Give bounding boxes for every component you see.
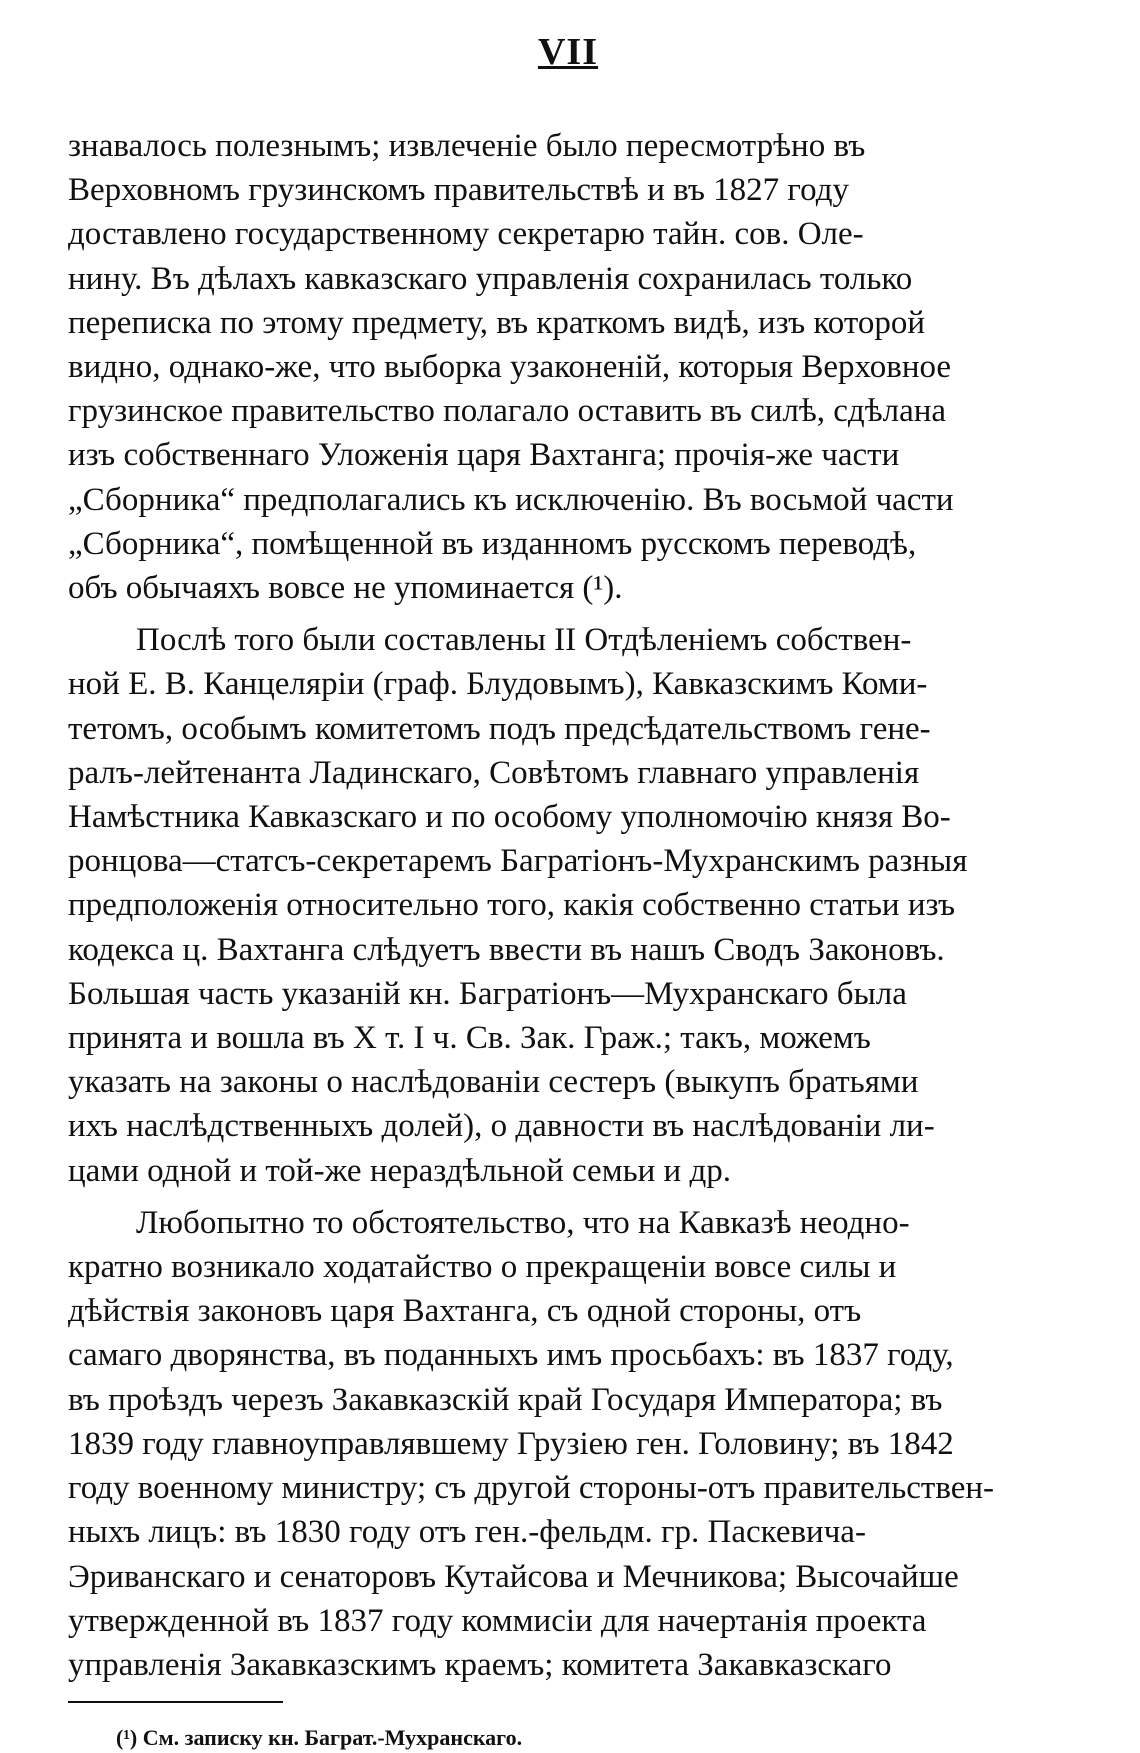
text-line: самаго дворянства, въ поданныхъ имъ просьбахъ: въ 1837 году, bbox=[68, 1337, 954, 1374]
text-line: принята и вошла въ X т. I ч. Св. Зак. Граж.; такъ, можемъ bbox=[68, 1020, 871, 1057]
text-line: Большая часть указаній кн. Багратіонъ—Мухранскаго была bbox=[68, 975, 907, 1012]
text-line: изъ собственнаго Уложенія царя Вахтанга; прочія-же части bbox=[68, 437, 900, 474]
text-line: управленія Закавказскимъ краемъ; комитета Закавказскаго bbox=[68, 1646, 892, 1683]
text-line: нину. Въ дѣлахъ кавказскаго управленія сохранилась только bbox=[68, 260, 913, 297]
page-number: VII bbox=[537, 31, 599, 73]
paragraph-1 bbox=[68, 124, 1068, 610]
text-line: утвержденной въ 1837 году коммисіи для начертанія проекта bbox=[68, 1602, 927, 1639]
text-line: кратно возникало ходатайство о прекращеніи вовсе силы и bbox=[68, 1249, 897, 1286]
footnote-divider bbox=[68, 1701, 283, 1703]
text-line: переписка по этому предмету, въ краткомъ видѣ, изъ которой bbox=[68, 304, 926, 341]
text-line: цами одной и той-же нераздѣльной семьи и др. bbox=[68, 1152, 731, 1189]
footnote: (¹) См. записку кн. Баграт.-Мухранскаго. bbox=[116, 1725, 523, 1751]
text-line: 1839 году главноуправлявшему Грузіею ген. Головину; въ 1842 bbox=[68, 1425, 954, 1462]
paragraph-3 bbox=[68, 1201, 1068, 1687]
text-line: „Сборника“ предполагались къ исключенію. Въ восьмой части bbox=[68, 481, 954, 518]
text-line: предположенія относительно того, какія собственно статьи изъ bbox=[68, 887, 956, 924]
text-line: ихъ наслѣдственныхъ долей), о давности въ наслѣдованіи ли- bbox=[68, 1108, 935, 1145]
text-line: Верховномъ грузинскомъ правительствѣ и въ 1827 году bbox=[68, 172, 849, 209]
text-line: Послѣ того были составлены II Отдѣленіемъ собствен- bbox=[136, 622, 912, 659]
text-line: грузинское правительство полагало оставить въ силѣ, сдѣлана bbox=[68, 393, 947, 430]
paragraph-2 bbox=[68, 618, 1068, 1193]
text-line: доставлено государственному секретарю тайн. сов. Оле- bbox=[68, 216, 864, 253]
text-line: въ проѣздъ черезъ Закавказскій край Государя Императора; въ bbox=[68, 1381, 943, 1418]
text-line: „Сборника“, помѣщенной въ изданномъ русскомъ переводѣ, bbox=[68, 525, 917, 562]
text-line: кодекса ц. Вахтанга слѣдуетъ ввести въ нашъ Сводъ Законовъ. bbox=[68, 931, 945, 968]
text-line: ронцова—статсъ-секретаремъ Багратіонъ-Мухранскимъ разныя bbox=[68, 843, 968, 880]
text-line: знавалось полезнымъ; извлеченіе было пересмотрѣно въ bbox=[68, 128, 866, 164]
text-line: тетомъ, особымъ комитетомъ подъ предсѣдательствомъ гене- bbox=[68, 710, 931, 747]
text-line: году военному министру; съ другой стороны-отъ правительствен- bbox=[68, 1470, 994, 1507]
text-line: Любопытно то обстоятельство, что на Кавказѣ неодно- bbox=[136, 1204, 910, 1241]
text-line: Эриванскаго и сенаторовъ Кутайсова и Мечникова; Высочайше bbox=[68, 1558, 959, 1595]
text-line: Намѣстника Кавказскаго и по особому уполномочію князя Во- bbox=[68, 799, 951, 836]
page bbox=[68, 30, 1068, 1753]
text-line: указать на законы о наслѣдованіи сестеръ (выкупъ братьями bbox=[68, 1064, 919, 1101]
text-line: ной Е. В. Канцеляріи (граф. Блудовымъ), Кавказскимъ Коми- bbox=[68, 666, 928, 703]
text-line: ныхъ лицъ: въ 1830 году отъ ген.-фельдм. гр. Паскевича- bbox=[68, 1514, 866, 1551]
text-line: объ обычаяхъ вовсе не упоминается (¹). bbox=[68, 570, 623, 607]
text-line: ралъ-лейтенанта Ладинскаго, Совѣтомъ главнаго управленія bbox=[68, 754, 920, 791]
text-line: дѣйствія законовъ царя Вахтанга, съ одной стороны, отъ bbox=[68, 1293, 862, 1330]
text-line: видно, однако-же, что выборка узаконеній, которыя Верховное bbox=[68, 349, 952, 386]
